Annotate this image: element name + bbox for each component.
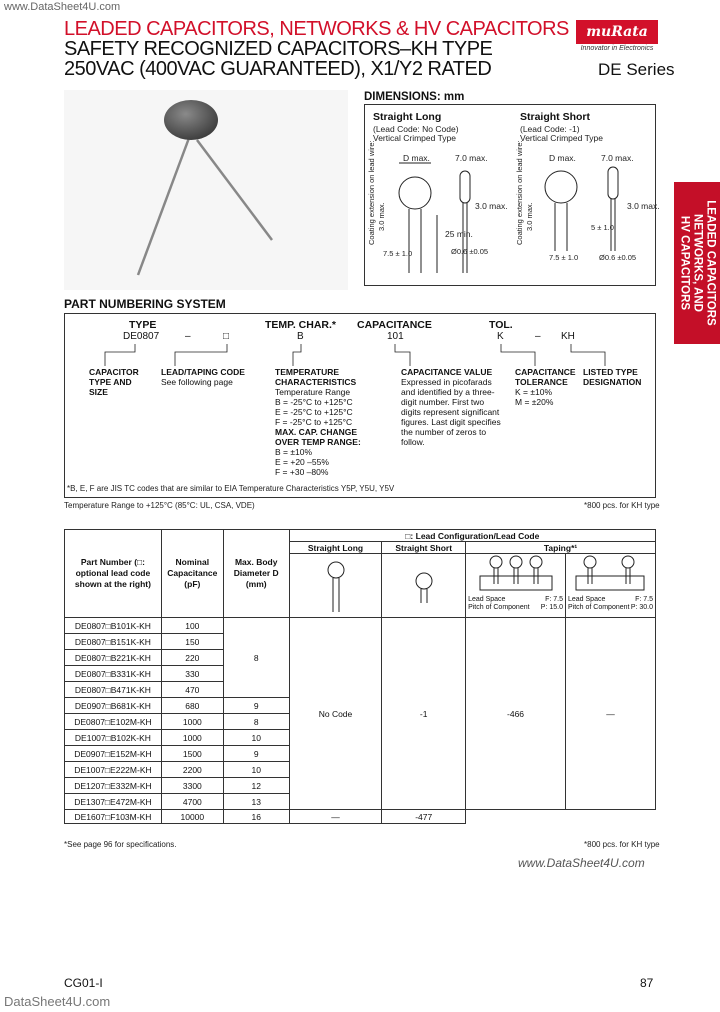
row6-part: DE0907□B681K-KH [65, 698, 162, 714]
pns-cap-header: CAPACITANCE [357, 319, 432, 331]
watermark-middle[interactable]: www.DataSheet4U.com [518, 856, 645, 870]
img-taping-15 [466, 554, 566, 618]
straight-long-crimp: Vertical Crimped Type [373, 133, 456, 143]
row10-part: DE1007□E222M-KH [65, 762, 162, 778]
pns-box-symbol: □ [223, 331, 230, 342]
footer-page-number: 87 [640, 976, 654, 990]
row9-part: DE0907□E152M-KH [65, 746, 162, 762]
murata-logo: muRata [576, 20, 658, 44]
pns-type-value: DE0807 [123, 331, 160, 342]
header-title-line3: 250VAC (400VAC GUARANTEED), X1/Y2 RATED [64, 58, 492, 80]
pns-note-pcs: *800 pcs. for KH type [584, 501, 660, 510]
short-length: 5 ± 1.0 [591, 223, 614, 232]
dimensions-title: DIMENSIONS: mm [364, 91, 465, 103]
row11-cap: 3300 [161, 778, 223, 794]
tape1-pitch: Pitch of Component [468, 604, 530, 611]
part-table [64, 529, 656, 824]
row7-part: DE0807□E102M-KH [65, 714, 162, 730]
pns-desc-maxcap-e: E = +20 –55% [275, 457, 329, 467]
img-taping-30 [565, 554, 655, 618]
tape1-lead-space: Lead Space [468, 596, 506, 603]
img-straight-long [289, 554, 382, 618]
row5-part: DE0807□B471K-KH [65, 682, 162, 698]
straight-short-title: Straight Short [520, 111, 590, 123]
row13-tape15: — [289, 810, 382, 824]
short-lead-len: 3.0 max. [627, 201, 660, 211]
tape2-p: P: 30.0 [630, 604, 653, 611]
taping-pitch-30-icon [572, 554, 648, 594]
lead-no-code: No Code [289, 618, 382, 810]
short-dmax: D max. [549, 153, 576, 163]
row2-part: DE0807□B151K-KH [65, 634, 162, 650]
row4-cap: 330 [161, 666, 223, 682]
row9-cap: 1500 [161, 746, 223, 762]
pns-tol-header: TOL. [489, 319, 513, 331]
part-numbering-title: PART NUMBERING SYSTEM [64, 297, 226, 311]
side-tab-line2: NETWORKS, AND [691, 214, 704, 312]
pns-type-header: TYPE [129, 319, 157, 331]
row12-cap: 4700 [161, 794, 223, 810]
side-tab [674, 182, 720, 344]
watermark-top[interactable]: www.DataSheet4U.com [4, 1, 121, 13]
th-nominal-cap: Nominal Capacitance (pF) [161, 530, 223, 618]
pns-note-temp-range: Temperature Range to +125°C (85°C: UL, CSA, VDE) [64, 501, 255, 510]
taping-pitch-15-icon [476, 554, 556, 594]
pns-desc-capvalue-title: CAPACITANCE VALUE [401, 367, 493, 377]
straight-short-crimp: Vertical Crimped Type [520, 133, 603, 143]
pns-desc-temp-f: F = -25°C to +125°C [275, 417, 353, 427]
dimensions-box [364, 104, 660, 286]
row13-cap: 10000 [161, 810, 223, 824]
pns-desc-temp-e: E = -25°C to +125°C [275, 407, 353, 417]
pns-desc-temp-title: TEMPERATURE CHARACTERISTICS [275, 367, 357, 387]
row11-body: 12 [223, 778, 289, 794]
pns-desc-tol-title: CAPACITANCE TOLERANCE [515, 367, 576, 387]
row5-cap: 470 [161, 682, 223, 698]
th-body-diameter: Max. Body Diameter D (mm) [223, 530, 289, 618]
pns-desc-capvalue-text: Expressed in picofarads and identified by a three-digit number. First two digits represent significant figures. Last digit specifies the number of zeros to follow. [401, 377, 501, 447]
row11-part: DE1207□E332M-KH [65, 778, 162, 794]
watermark-bottom[interactable]: DataSheet4U.com [4, 994, 111, 1009]
pns-tol-value: K [497, 331, 504, 342]
row6-cap: 680 [161, 698, 223, 714]
footer-left-code: CG01-I [64, 976, 103, 990]
row8-body: 10 [223, 730, 289, 746]
pns-dash-1: – [185, 331, 191, 342]
pns-temp-header: TEMP. CHAR.* [265, 319, 336, 331]
straight-short-cap-icon [409, 565, 439, 605]
pns-desc-tol-m: M = ±20% [515, 397, 554, 407]
tape2-lead-space: Lead Space [567, 596, 606, 603]
row7-cap: 1000 [161, 714, 223, 730]
pns-desc-maxcap-b: B = ±10% [275, 447, 313, 457]
row9-body: 9 [223, 746, 289, 762]
header-title-line2: SAFETY RECOGNIZED CAPACITORS–KH TYPE [64, 38, 493, 60]
pns-desc-temp-b: B = -25°C to +125°C [275, 397, 353, 407]
pns-desc-listed: LISTED TYPE DESIGNATION [583, 367, 642, 387]
pns-temp-value: B [297, 331, 304, 342]
long-length: 25 min. [445, 229, 473, 239]
lead-tape30-code: — [565, 618, 655, 810]
pns-cap-value: 101 [387, 331, 404, 342]
row13-part: DE1607□F103M-KH [65, 810, 162, 824]
series-label: DE Series [598, 60, 675, 79]
long-wire: Ø0.6 ±0.05 [451, 247, 489, 256]
body-dia-group: 8 [223, 618, 289, 698]
pns-desc-tol-k: K = ±10% [515, 387, 553, 397]
lead-short-code: -1 [382, 618, 466, 810]
short-tmax: 7.0 max. [601, 153, 634, 163]
pns-connector-lines-icon [65, 342, 657, 368]
capacitor-photo-icon [64, 90, 348, 290]
row8-part: DE1007□B102K-KH [65, 730, 162, 746]
tape2-f: F: 7.5 [635, 596, 653, 603]
long-tmax: 7.0 max. [455, 153, 488, 163]
tape2-pitch: Pitch of Component [567, 604, 630, 611]
row4-part: DE0807□B331K-KH [65, 666, 162, 682]
row2-cap: 150 [161, 634, 223, 650]
straight-long-code: (Lead Code: No Code) [373, 124, 459, 134]
long-dmax: D max. [403, 153, 430, 163]
img-straight-short [382, 554, 466, 618]
th-part-number: Part Number (□: optional lead code shown at the right) [65, 530, 162, 618]
pns-desc-lead-title: LEAD/TAPING CODE [161, 367, 245, 377]
tape1-f: F: 7.5 [545, 596, 563, 603]
logo-tagline: Innovator in Electronics [580, 45, 654, 52]
row13-tape30: -477 [382, 810, 466, 824]
table-note-left: *See page 96 for specifications. [64, 840, 177, 849]
row10-body: 10 [223, 762, 289, 778]
row8-cap: 1000 [161, 730, 223, 746]
row10-cap: 2200 [161, 762, 223, 778]
product-photo [64, 90, 348, 290]
short-coating-note: Coating extension on lead wire: [515, 140, 524, 245]
side-tab-line1: LEADED CAPACITORS [704, 200, 717, 326]
tape1-p: P: 15.0 [540, 604, 563, 611]
header-title-line1: LEADED CAPACITORS, NETWORKS & HV CAPACITORS [64, 18, 569, 40]
long-coating-note: Coating extension on lead wire: [367, 140, 376, 245]
pns-kh-value: KH [561, 331, 575, 342]
side-tab-line3: HV CAPACITORS [678, 215, 691, 311]
row1-part: DE0807□B101K-KH [65, 618, 162, 634]
straight-short-code: (Lead Code: -1) [520, 124, 580, 134]
short-pitch: 7.5 ± 1.0 [549, 253, 579, 262]
row7-body: 8 [223, 714, 289, 730]
row1-cap: 100 [161, 618, 223, 634]
part-numbering-box [64, 313, 656, 498]
row12-body: 13 [223, 794, 289, 810]
row3-cap: 220 [161, 650, 223, 666]
pns-desc-maxcap-f: F = +30 –80% [275, 467, 329, 477]
th-taping: Taping*¹ [466, 542, 656, 554]
row12-part: DE1307□E472M-KH [65, 794, 162, 810]
straight-long-title: Straight Long [373, 111, 442, 123]
short-wire: Ø0.6 ±0.05 [599, 253, 637, 262]
th-lead-config: □: Lead Configuration/Lead Code [289, 530, 655, 542]
pns-note-jis: *B, E, F are JIS TC codes that are similar to EIA Temperature Characteristics Y5P, Y5U, Y5V [67, 484, 395, 493]
straight-long-cap-icon [321, 558, 351, 612]
dimension-drawings-icon [365, 105, 657, 287]
row6-body: 9 [223, 698, 289, 714]
long-coating-value: 3.0 max. [377, 202, 386, 231]
long-lead-len: 3.0 max. [475, 201, 508, 211]
th-straight-short: Straight Short [382, 542, 466, 554]
row13-body: 16 [223, 810, 289, 824]
th-straight-long: Straight Long [289, 542, 382, 554]
pns-desc-lead-text: See following page [161, 377, 233, 387]
pns-desc-type: CAPACITOR TYPE AND SIZE [89, 367, 139, 397]
table-note-right: *800 pcs. for KH type [584, 840, 660, 849]
pns-dash-2: – [535, 331, 541, 342]
lead-tape15-code: -466 [466, 618, 566, 810]
pns-desc-maxcap-title: MAX. CAP. CHANGE OVER TEMP RANGE: [275, 427, 361, 447]
pns-desc-temp-range: Temperature Range [275, 387, 351, 397]
short-coating-value: 3.0 max. [525, 202, 534, 231]
long-pitch: 7.5 ± 1.0 [383, 249, 413, 258]
row3-part: DE0807□B221K-KH [65, 650, 162, 666]
